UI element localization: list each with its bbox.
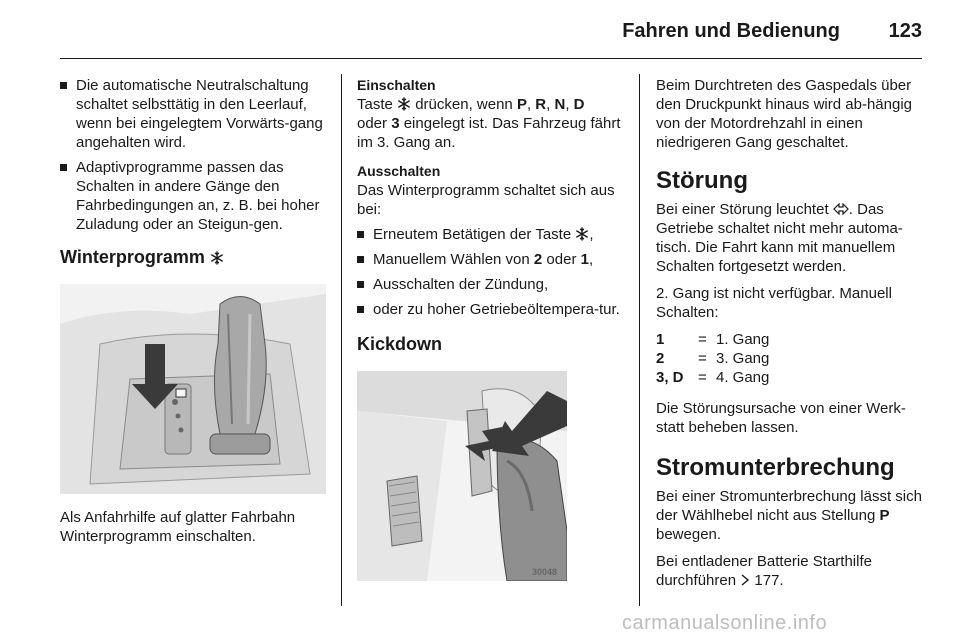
gang-text: 2. Gang ist nicht verfügbar. Manuell Schalten: xyxy=(656,285,892,321)
figure-caption: Als Anfahrhilfe auf glatter Fahrbahn Winterprogramm einschalten. xyxy=(60,509,296,545)
section-heading-winterprogramm: Winterprogramm xyxy=(60,246,326,268)
section-heading-stromunterbrechung: Stromunterbrechung xyxy=(656,454,895,481)
kickdown-pedal-illustration xyxy=(357,371,567,581)
list-item: Adaptivprogramme passen das Schalten in andere Gänge den Fahrbedingungen an, z. B. bei hoher Zuladung oder an Steigun-gen. xyxy=(60,158,326,234)
list-item: Erneutem Betätigen der Taste , xyxy=(357,225,625,244)
gearbox-warning-icon xyxy=(833,203,849,215)
kickdown-text: Beim Durchtreten des Gaspedals über den Druckpunkt hinaus wird ab-hängig von der Motordrehzahl in einen niedrigeren Gang geschaltet. xyxy=(656,77,912,151)
list-item: oder zu hoher Getriebeöltempera-tur. xyxy=(357,300,625,319)
table-row: 3, D = 4. Gang xyxy=(656,369,770,386)
column-2: Einschalten Taste drücken, wenn P, R, N, D oder 3 eingelegt ist. Das Fahrzeug fährt im 3. Gang an. Ausschalten Das Winterprogramm schaltet sich aus bei: Erneutem Betätigen der Taste , Manuellem Wählen von 2 oder 1, Ausschalten der Zündung, oder zu hoher Getriebeöltempera-tur. Kickdown 30048 xyxy=(357,76,625,581)
page-reference-arrow-icon xyxy=(740,574,750,586)
list-item: Die automatische Neutralschaltung schaltet selbsttätig in den Leerlauf, wenn bei eingelegtem Vorwärts-gang angehalten wird. xyxy=(60,76,326,152)
figure-number: 30048 xyxy=(531,567,557,577)
ausschalten-list xyxy=(357,225,625,319)
snowflake-icon xyxy=(575,227,589,241)
feature-list xyxy=(60,76,326,234)
section-heading-kickdown: Kickdown xyxy=(357,334,443,354)
column-divider-2 xyxy=(639,74,640,606)
subheading-ausschalten: Ausschalten xyxy=(357,163,441,179)
list-item: Manuellem Wählen von 2 oder 1, xyxy=(357,250,625,269)
page-number: 123 xyxy=(888,20,922,42)
subheading-einschalten: Einschalten xyxy=(357,77,436,93)
list-item: Ausschalten der Zündung, xyxy=(357,275,625,294)
column-divider-1 xyxy=(341,74,342,606)
column-3: Beim Durchtreten des Gaspedals über den Druckpunkt hinaus wird ab-hängig von der Motordrehzahl in einen niedrigeren Gang geschaltet. Störung Bei einer Störung leuchtet . Das Getriebe schaltet nicht mehr automa-tisch. Die Fahrt kann mit manuellem Schalten fortgesetzt werden. 2. Gang ist nicht verfügbar. Manuell Schalten: 1 = 1. Gang 2 = 3. Gang 3, D = 4. Gang Die Störungsursache von einer Werk-statt beheben lassen. Stromunterbrechung Bei einer Stromunterbrechung lässt sich der Wählhebel nicht aus Stellung P bewegen. Bei entladener Batterie Starthilfe durchführen 177. xyxy=(656,77,922,589)
column-1 xyxy=(60,76,326,554)
werkstatt-text: Die Störungsursache von einer Werk-statt beheben lassen. xyxy=(656,400,906,436)
section-heading-stoerung: Störung xyxy=(656,167,748,194)
snowflake-icon xyxy=(210,251,224,265)
running-header: Fahren und Bedienung xyxy=(622,20,840,42)
snowflake-icon xyxy=(397,97,411,111)
watermark: carmanualsonline.info xyxy=(622,612,828,634)
table-row: 2 = 3. Gang xyxy=(656,350,770,367)
gear-table xyxy=(656,330,769,387)
header-rule xyxy=(60,58,922,59)
gear-selector-illustration xyxy=(60,284,326,494)
table-row: 1 = 1. Gang xyxy=(656,331,770,348)
